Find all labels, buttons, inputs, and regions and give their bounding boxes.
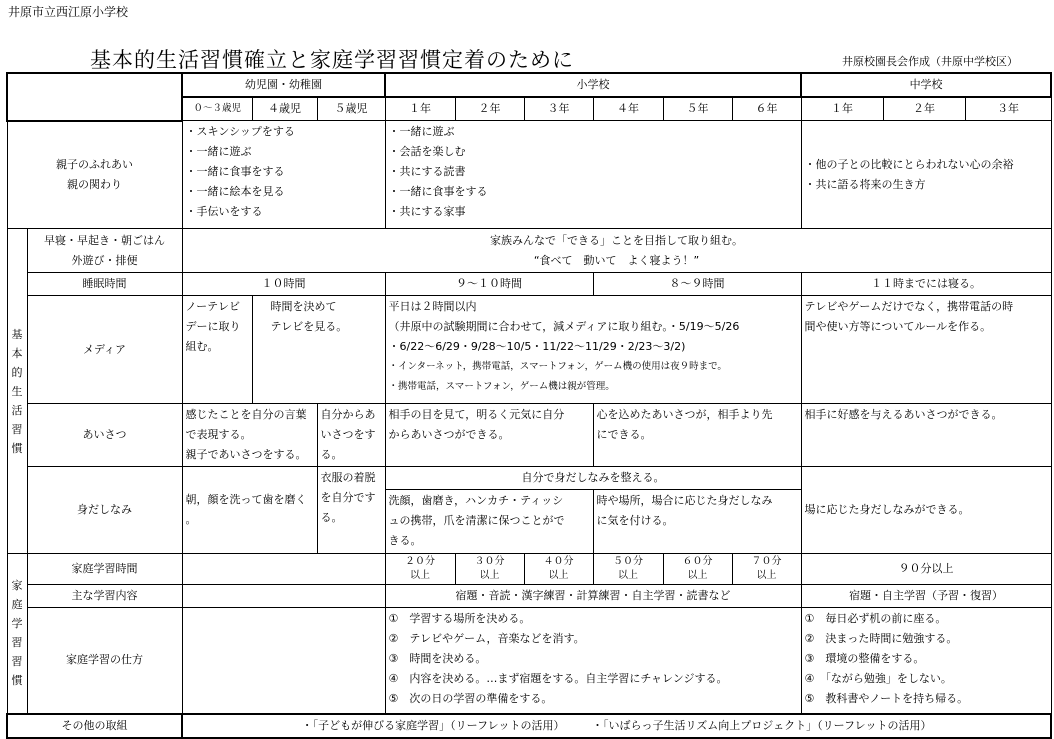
midashi-kinder-1: [182, 467, 317, 554]
media-elementary: [385, 296, 801, 404]
list-item: ・共にする読書: [388, 165, 466, 178]
text-line: る。: [320, 448, 343, 461]
section-char: 家: [11, 579, 23, 593]
text-line: テレビやゲームだけでなく，携帯電話の時: [804, 300, 1014, 313]
age-header: ０～３歳児: [182, 97, 252, 121]
text-line: 場に応じた身だしなみができる。: [804, 503, 970, 516]
list-item: ・一緒に遊ぶ: [388, 125, 455, 138]
list-item: ・会話を楽しむ: [388, 145, 466, 158]
list-item: ・スキンシップをする: [185, 125, 295, 138]
list-item: ③ 環境の整備をする。: [804, 652, 925, 665]
habits-table: [6, 72, 1052, 739]
list-item: ④ 内容を決める。…まず宿題をする。自主学習にチャレンジする。: [388, 672, 728, 685]
list-item: ・一緒に食事をする: [185, 165, 285, 178]
list-item: ・共に語る将来の生き方: [804, 177, 926, 191]
text-line: いさつをす: [320, 428, 376, 441]
fureai-junior-high: [801, 121, 1051, 229]
text-line: 相手に好感を与えるあいさつができる。: [804, 408, 1003, 421]
list-item: ① 学習する場所を決める。: [388, 612, 531, 625]
text-line: 平日は２時間以内: [388, 300, 477, 313]
header-corner: [7, 73, 182, 121]
section-char: 的: [11, 365, 23, 379]
author-note: 井原校園長会作成（井原中学校区）: [842, 55, 1018, 68]
text-line: ・インターネット，携帯電話，スマートフォン，ゲーム機の使用は夜９時まで。: [388, 361, 727, 372]
grade-header: ２年: [455, 97, 524, 121]
text-line: デーに取り: [185, 320, 241, 333]
text-line: 朝，顔を洗って歯を磨く: [185, 493, 307, 506]
age-header: ５歳児: [317, 97, 385, 121]
stage-junior-high: 中学校: [801, 73, 1051, 97]
list-item: ⑤ 次の日の学習の準備をする。: [388, 692, 553, 705]
section-char: 習: [11, 422, 23, 436]
text-line: テレビを見る。: [270, 320, 348, 333]
hayane-label-line: 外遊び・排便: [71, 253, 138, 267]
midashi-label: 身だしなみ: [27, 467, 182, 554]
hayane-text: [182, 229, 1051, 273]
other-text: ・「子どもが伸びる家庭学習」（リーフレットの活用） ・「いばらっ子生活リズム向上プロジェクト」（リーフレットの活用）: [182, 714, 1051, 738]
list-item: ・他の子との比較にとらわれない心の余裕: [804, 157, 1014, 171]
text-line: で表現する。: [185, 428, 252, 441]
naiyou-junior-high: 宿題・自主学習（予習・復習）: [801, 585, 1051, 608]
jikan-suffix: 以上: [479, 570, 500, 581]
jikan-grade: [593, 554, 663, 585]
text-line: 洗顔，歯磨き，ハンカチ・ティッシ: [388, 494, 564, 507]
school-name: 井原市立西江原小学校: [8, 5, 129, 19]
list-item: ・共にする家事: [388, 205, 466, 218]
shikata-elementary: [385, 608, 801, 714]
naiyou-label: 主な学習内容: [27, 585, 182, 608]
hayane-line: 家族みんなで「できる」ことを目指して取り組む。: [490, 233, 744, 247]
fureai-kinder: [182, 121, 385, 229]
fureai-label-line: 親の関わり: [67, 177, 122, 191]
text-line: 相手の目を見て，明るく元気に自分: [388, 408, 565, 421]
aisatsu-junior-high: [801, 404, 1051, 467]
section-char: 学: [11, 617, 23, 631]
text-line: にできる。: [596, 428, 652, 441]
suimin-kinder: １０時間: [182, 273, 385, 296]
fureai-elementary: [385, 121, 801, 229]
grade-header: ２年: [883, 97, 965, 121]
jikan-minutes: ２０分: [405, 556, 436, 567]
page-title: 基本的生活習慣確立と家庭学習習慣定着のために: [90, 48, 574, 72]
aisatsu-label: あいさつ: [27, 404, 182, 467]
jikan-suffix: 以上: [618, 570, 639, 581]
media-kinder-2: [252, 296, 385, 404]
text-line: きる。: [388, 534, 422, 547]
aisatsu-elem-high: [593, 404, 801, 467]
jikan-label: 家庭学習時間: [27, 554, 182, 585]
hayane-label: [27, 229, 182, 273]
naiyou-elementary: 宿題・音読・漢字練習・計算練習・自主学習・読書など: [385, 585, 801, 608]
text-line: 時や場所，場合に応じた身だしなみ: [596, 494, 773, 507]
media-label: メディア: [27, 296, 182, 404]
section-char: 習: [11, 636, 23, 650]
suimin-elem-high: ８～９時間: [593, 273, 801, 296]
jikan-suffix: 以上: [756, 570, 777, 581]
grade-header: ６年: [732, 97, 801, 121]
list-item: ② 決まった時間に勉強する。: [804, 632, 958, 645]
grade-header: ３年: [965, 97, 1051, 121]
jikan-grade: [385, 554, 455, 585]
text-line: を自分です: [320, 491, 376, 504]
hayane-slogan: “食べて 動いて よく寝よう！”: [533, 253, 700, 267]
text-line: ・携帯電話，スマートフォン，ゲーム機は親が管理。: [388, 381, 615, 392]
aisatsu-kinder-1: [182, 404, 317, 467]
grade-header: ３年: [524, 97, 593, 121]
list-item: ① 毎日必ず机の前に座る。: [804, 612, 947, 625]
list-item: ③ 時間を決める。: [388, 652, 487, 665]
text-line: 組む。: [185, 340, 219, 353]
jikan-minutes: ４０分: [543, 556, 574, 567]
section-label-katei: [7, 554, 27, 714]
stage-elementary: 小学校: [385, 73, 801, 97]
jikan-kinder: [182, 554, 385, 585]
jikan-suffix: 以上: [548, 570, 569, 581]
text-line: ノーテレビ: [185, 300, 240, 313]
text-line: 親子であいさつをする。: [185, 448, 307, 461]
grade-header: ５年: [663, 97, 732, 121]
jikan-junior-high: ９０分以上: [801, 554, 1051, 585]
text-line: （井原中の試験期間に合わせて，減メディアに取り組む。・5/19～5/26: [388, 320, 740, 333]
list-item: ⑤ 教科書やノートを持ち帰る。: [804, 692, 969, 705]
midashi-elem-high: [593, 490, 801, 554]
list-item: ・一緒に絵本を見る: [185, 185, 285, 198]
text-line: に気を付ける。: [596, 514, 674, 527]
suimin-elem-low: ９～１０時間: [385, 273, 593, 296]
midashi-kinder-2: [317, 467, 385, 554]
jikan-grade: [524, 554, 593, 585]
text-line: ュの携帯，爪を清潔に保つことがで: [388, 514, 565, 527]
media-junior-high: [801, 296, 1051, 404]
jikan-minutes: ３０分: [474, 556, 505, 567]
suimin-label: 睡眠時間: [27, 273, 182, 296]
section-char: 基: [11, 327, 23, 341]
section-label-kihon: [7, 229, 27, 554]
jikan-grade: [663, 554, 732, 585]
text-line: 衣服の着脱: [320, 471, 376, 484]
text-line: 時間を決めて: [270, 300, 337, 313]
section-char: 活: [11, 403, 23, 417]
midashi-junior-high: [801, 467, 1051, 554]
grade-header: ４年: [593, 97, 663, 121]
fureai-label: [7, 121, 182, 229]
section-char: 生: [11, 384, 23, 398]
list-item: ② テレビやゲーム，音楽などを消す。: [388, 632, 585, 645]
section-char: 習: [11, 655, 23, 669]
shikata-label: 家庭学習の仕方: [27, 608, 182, 714]
midashi-elem-common: 自分で身だしなみを整える。: [385, 467, 801, 490]
jikan-suffix: 以上: [410, 570, 431, 581]
text-line: ・6/22～6/29・9/28～10/5・11/22～11/29・2/23～3/2): [388, 340, 686, 353]
text-line: 自分からあ: [320, 408, 376, 421]
grade-header: １年: [801, 97, 883, 121]
hayane-label-line: 早寝・早起き・朝ごはん: [44, 233, 165, 247]
text-line: る。: [320, 511, 343, 524]
section-char: 慣: [11, 441, 23, 455]
list-item: ・一緒に遊ぶ: [185, 145, 252, 158]
text-line: 間や使い方等についてルールを作る。: [804, 320, 992, 333]
midashi-elem-low: [385, 490, 593, 554]
jikan-grade: [732, 554, 801, 585]
section-char: 庭: [11, 598, 23, 612]
jikan-grade: [455, 554, 524, 585]
section-char: 本: [11, 346, 23, 360]
section-char: 慣: [11, 674, 23, 688]
age-header: ４歳児: [252, 97, 317, 121]
shikata-junior-high: [801, 608, 1051, 714]
grade-header: １年: [385, 97, 455, 121]
media-kinder-1: [182, 296, 252, 404]
list-item: ・手伝いをする: [185, 205, 263, 218]
text-line: 。: [185, 513, 197, 526]
jikan-minutes: ５０分: [613, 556, 644, 567]
other-label: その他の取組: [7, 714, 182, 738]
jikan-minutes: ７０分: [751, 556, 782, 567]
list-item: ・一緒に食事をする: [388, 185, 488, 198]
naiyou-kinder: [182, 585, 385, 608]
shikata-kinder: [182, 608, 385, 714]
text-line: 感じたことを自分の言葉: [185, 408, 307, 421]
aisatsu-elem-low: [385, 404, 593, 467]
jikan-suffix: 以上: [687, 570, 708, 581]
jikan-minutes: ６０分: [682, 556, 713, 567]
fureai-label-line: 親子のふれあい: [56, 157, 133, 171]
stage-kinder: 幼児園・幼稚園: [182, 73, 385, 97]
text-line: 心を込めたあいさつが，相手より先: [596, 408, 773, 421]
text-line: からあいさつができる。: [388, 428, 510, 441]
suimin-junior-high: １１時までには寝る。: [801, 273, 1051, 296]
aisatsu-kinder-2: [317, 404, 385, 467]
list-item: ④ 「ながら勉強」をしない。: [804, 672, 952, 685]
